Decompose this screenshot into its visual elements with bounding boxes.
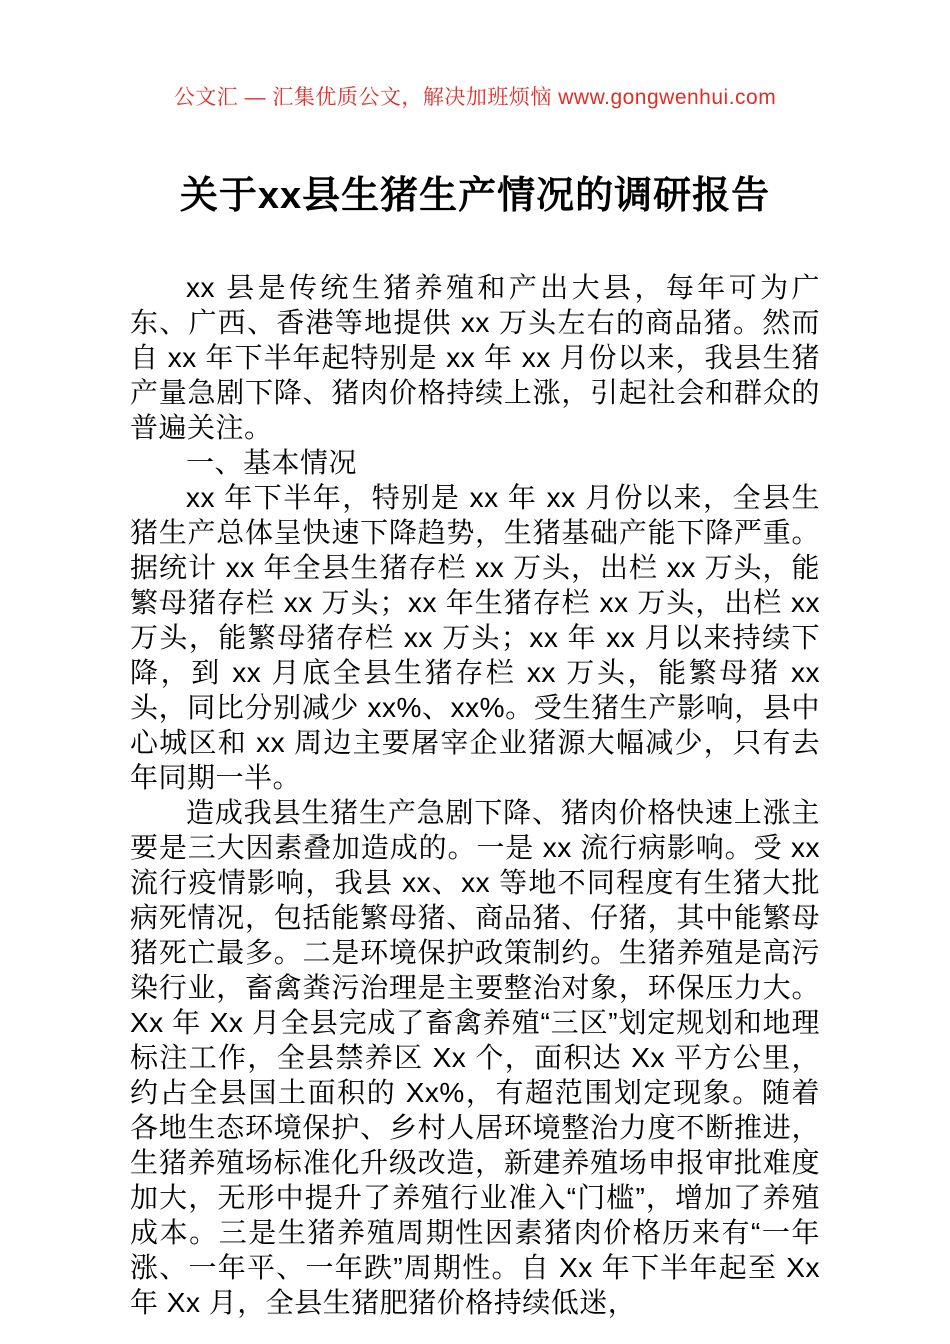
document-body <box>130 270 820 1320</box>
section-heading-basic-situation: 一、基本情况 <box>186 447 358 478</box>
paragraph-causes: 造成我县生猪生产急剧下降、猪肉价格快速上涨主要是三大因素叠加造成的。一是 xx 流行病影响。受 xx 流行疫情影响，我县 xx、xx 等地不同程度有生猪大批病死情况，包括能繁母猪、商品猪、仔猪，其中能繁母猪死亡最多。二是环境保护政策制约。生猪养殖是高污染行业，畜禽粪污治理是主要整治对象，环保压力大。Xx 年 Xx 月全县完成了畜禽养殖“三区”划定规划和地理标注工作，全县禁养区 Xx 个，面积达 Xx 平方公里，约占全县国土面积的 Xx%，有超范围划定现象。随着各地生态环境保护、乡村人居环境整治力度不断推进，生猪养殖场标准化升级改造，新建养殖场申报审批难度加大，无形中提升了养殖行业准入“门槛”，增加了养殖成本。三是生猪养殖周期性因素猪肉价格历来有“一年涨、一年平、一年跌”周期性。自 Xx 年下半年起至 Xx 年 Xx 月，全县生猪肥猪价格持续低迷， <box>130 797 820 1318</box>
paragraph-intro: xx 县是传统生猪养殖和产出大县，每年可为广东、广西、香港等地提供 xx 万头左右的商品猪。然而自 xx 年下半年起特别是 xx 年 xx 月份以来，我县生猪产量急剧下降、猪肉价格持续上涨，引起社会和群众的普遍关注。 <box>130 272 820 443</box>
document-content <box>130 0 820 1320</box>
watermark-header: 公文汇 — 汇集优质公文，解决加班烦恼 www.gongwenhui.com <box>173 86 777 109</box>
paragraph-basic-situation: xx 年下半年，特别是 xx 年 xx 月份以来，全县生猪生产总体呈快速下降趋势，生猪基础产能下降严重。据统计 xx 年全县生猪存栏 xx 万头，出栏 xx 万头，能繁母猪存栏 xx 万头；xx 年生猪存栏 xx 万头，出栏 xx 万头，能繁母猪存栏 xx 万头；xx 年 xx 月以来持续下降，到 xx 月底全县生猪存栏 xx 万头，能繁母猪 xx 头，同比分别减少 xx%、xx%。受生猪生产影响，县中心城区和 xx 周边主要屠宰企业猪源大幅减少，只有去年同期一半。 <box>130 482 820 793</box>
page-title: 关于xx县生猪生产情况的调研报告 <box>179 175 771 217</box>
